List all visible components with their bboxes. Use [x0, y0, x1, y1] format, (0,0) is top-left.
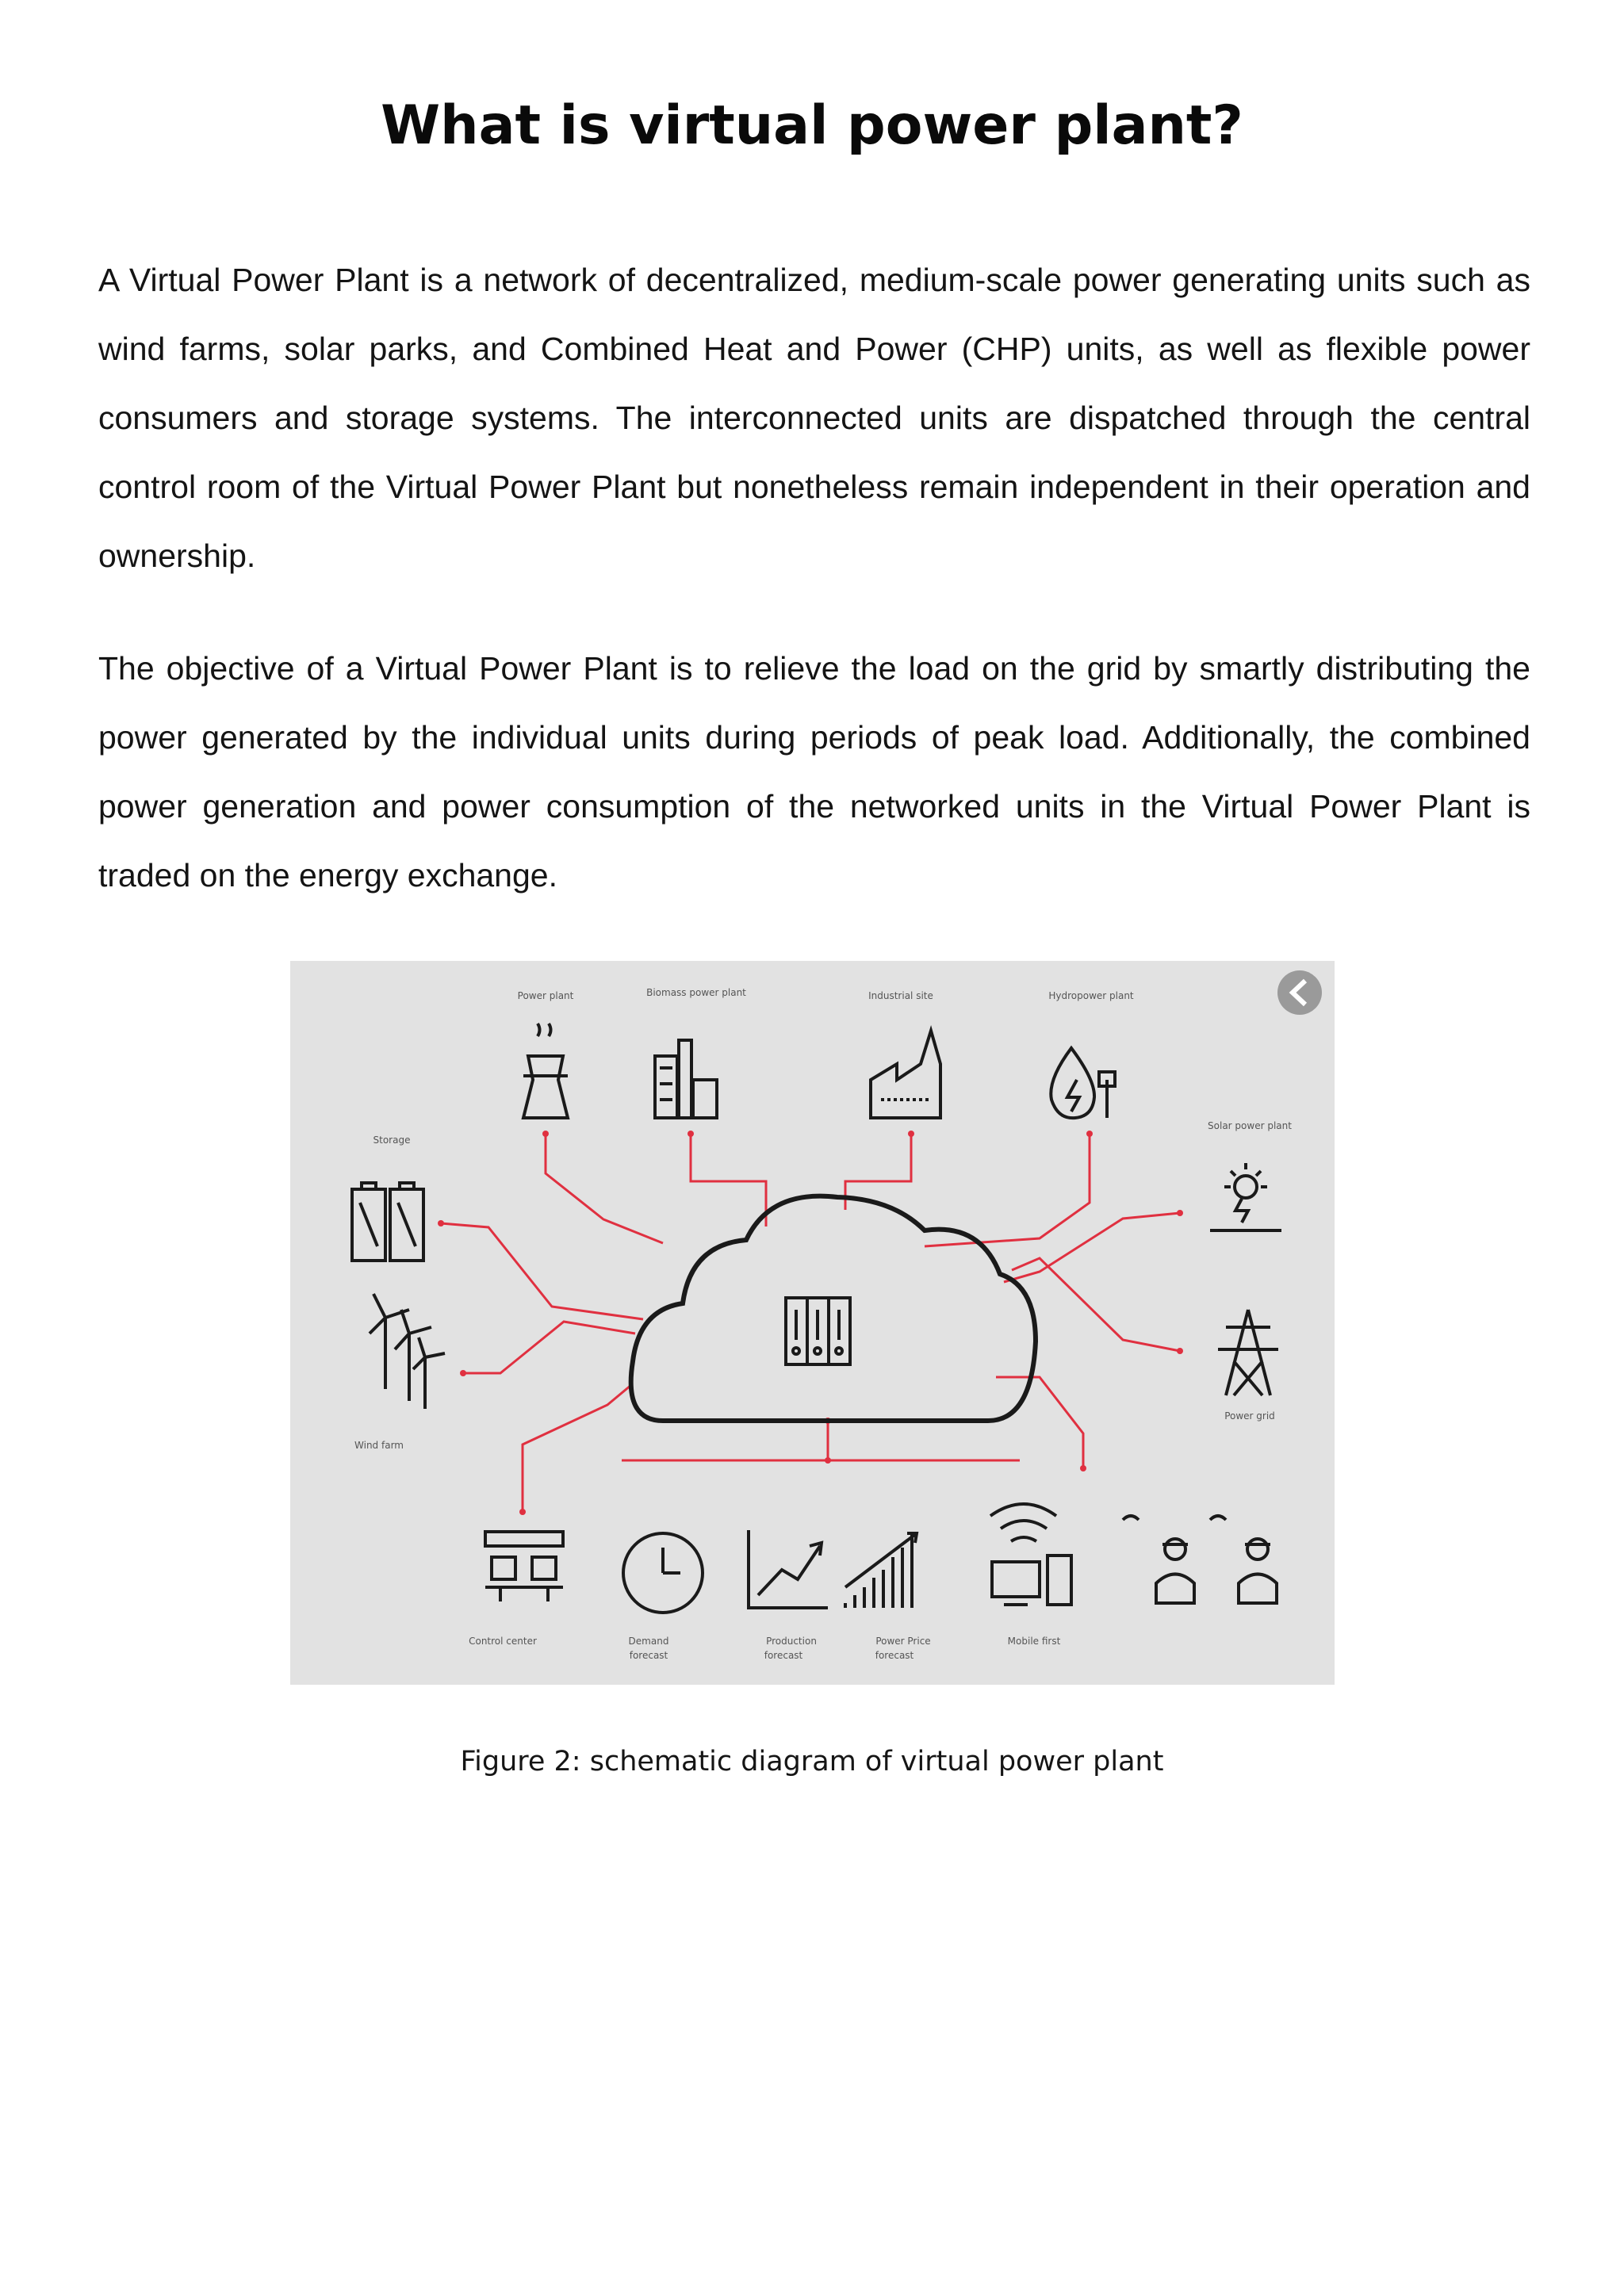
price-chart-icon: [845, 1533, 917, 1608]
hydropower-icon: [1051, 1048, 1115, 1118]
cloud-icon: [631, 1196, 1036, 1421]
connector-lines: [441, 1134, 1180, 1512]
storage-battery-icon: [352, 1183, 423, 1261]
label-power-grid: Power grid: [1224, 1410, 1275, 1422]
label-wind-farm: Wind farm: [354, 1440, 404, 1451]
vpp-schematic-svg: [290, 961, 1335, 1685]
production-chart-icon: [749, 1530, 828, 1608]
label-price-forecast-line1: Power Price: [875, 1636, 931, 1647]
back-button[interactable]: [1277, 970, 1322, 1015]
server-icon: [786, 1298, 850, 1364]
clock-icon: [623, 1533, 703, 1613]
vpp-schematic-figure: [290, 961, 1335, 1685]
figure-caption: Figure 2: schematic diagram of virtual power plant: [460, 1746, 1164, 1777]
label-demand-forecast-line1: Demand: [628, 1636, 669, 1647]
label-demand-forecast-line2: forecast: [629, 1650, 668, 1661]
power-plant-icon: [523, 1024, 568, 1118]
connector-dots: [438, 1131, 1183, 1515]
label-production-forecast-line2: forecast: [764, 1650, 803, 1661]
paragraph-objective: The objective of a Virtual Power Plant is to relieve the load on the grid by smartly distributing the power generated by the individual units during periods of peak load. Additionally, the combined power generation and power consumption of the networked units in the Virtual Power Plant is traded on the energy exchange.: [98, 650, 1530, 894]
page-title: What is virtual power plant?: [381, 94, 1243, 157]
label-power-plant: Power plant: [517, 990, 574, 1001]
label-industrial-site: Industrial site: [868, 990, 933, 1001]
biomass-plant-icon: [655, 1040, 717, 1118]
paragraph-definition: A Virtual Power Plant is a network of decentralized, medium-scale power generating units such as wind farms, solar parks, and Combined Heat and Power (CHP) units, as well as flexible power consumers and storage systems. The interconnected units are dispatched through the central control room of the Virtual Power Plant but nonetheless remain independent in their operation and ownership.: [98, 262, 1530, 574]
industrial-site-icon: [871, 1031, 940, 1118]
control-center-icon: [485, 1532, 563, 1601]
label-solar: Solar power plant: [1208, 1120, 1292, 1131]
mobile-first-icon: [990, 1504, 1071, 1605]
label-control-center: Control center: [469, 1636, 537, 1647]
consumer-person-icon-1: [1123, 1516, 1194, 1603]
wind-farm-icon: [370, 1294, 445, 1409]
label-storage: Storage: [373, 1135, 411, 1146]
label-biomass-plant: Biomass power plant: [646, 987, 746, 998]
label-production-forecast-line1: Production: [766, 1636, 817, 1647]
label-price-forecast-line2: forecast: [875, 1650, 914, 1661]
solar-power-icon: [1210, 1163, 1281, 1230]
power-grid-icon: [1218, 1310, 1278, 1395]
label-hydropower: Hydropower plant: [1048, 990, 1134, 1001]
consumer-person-icon-2: [1210, 1516, 1277, 1603]
label-mobile-first: Mobile first: [1007, 1636, 1061, 1647]
